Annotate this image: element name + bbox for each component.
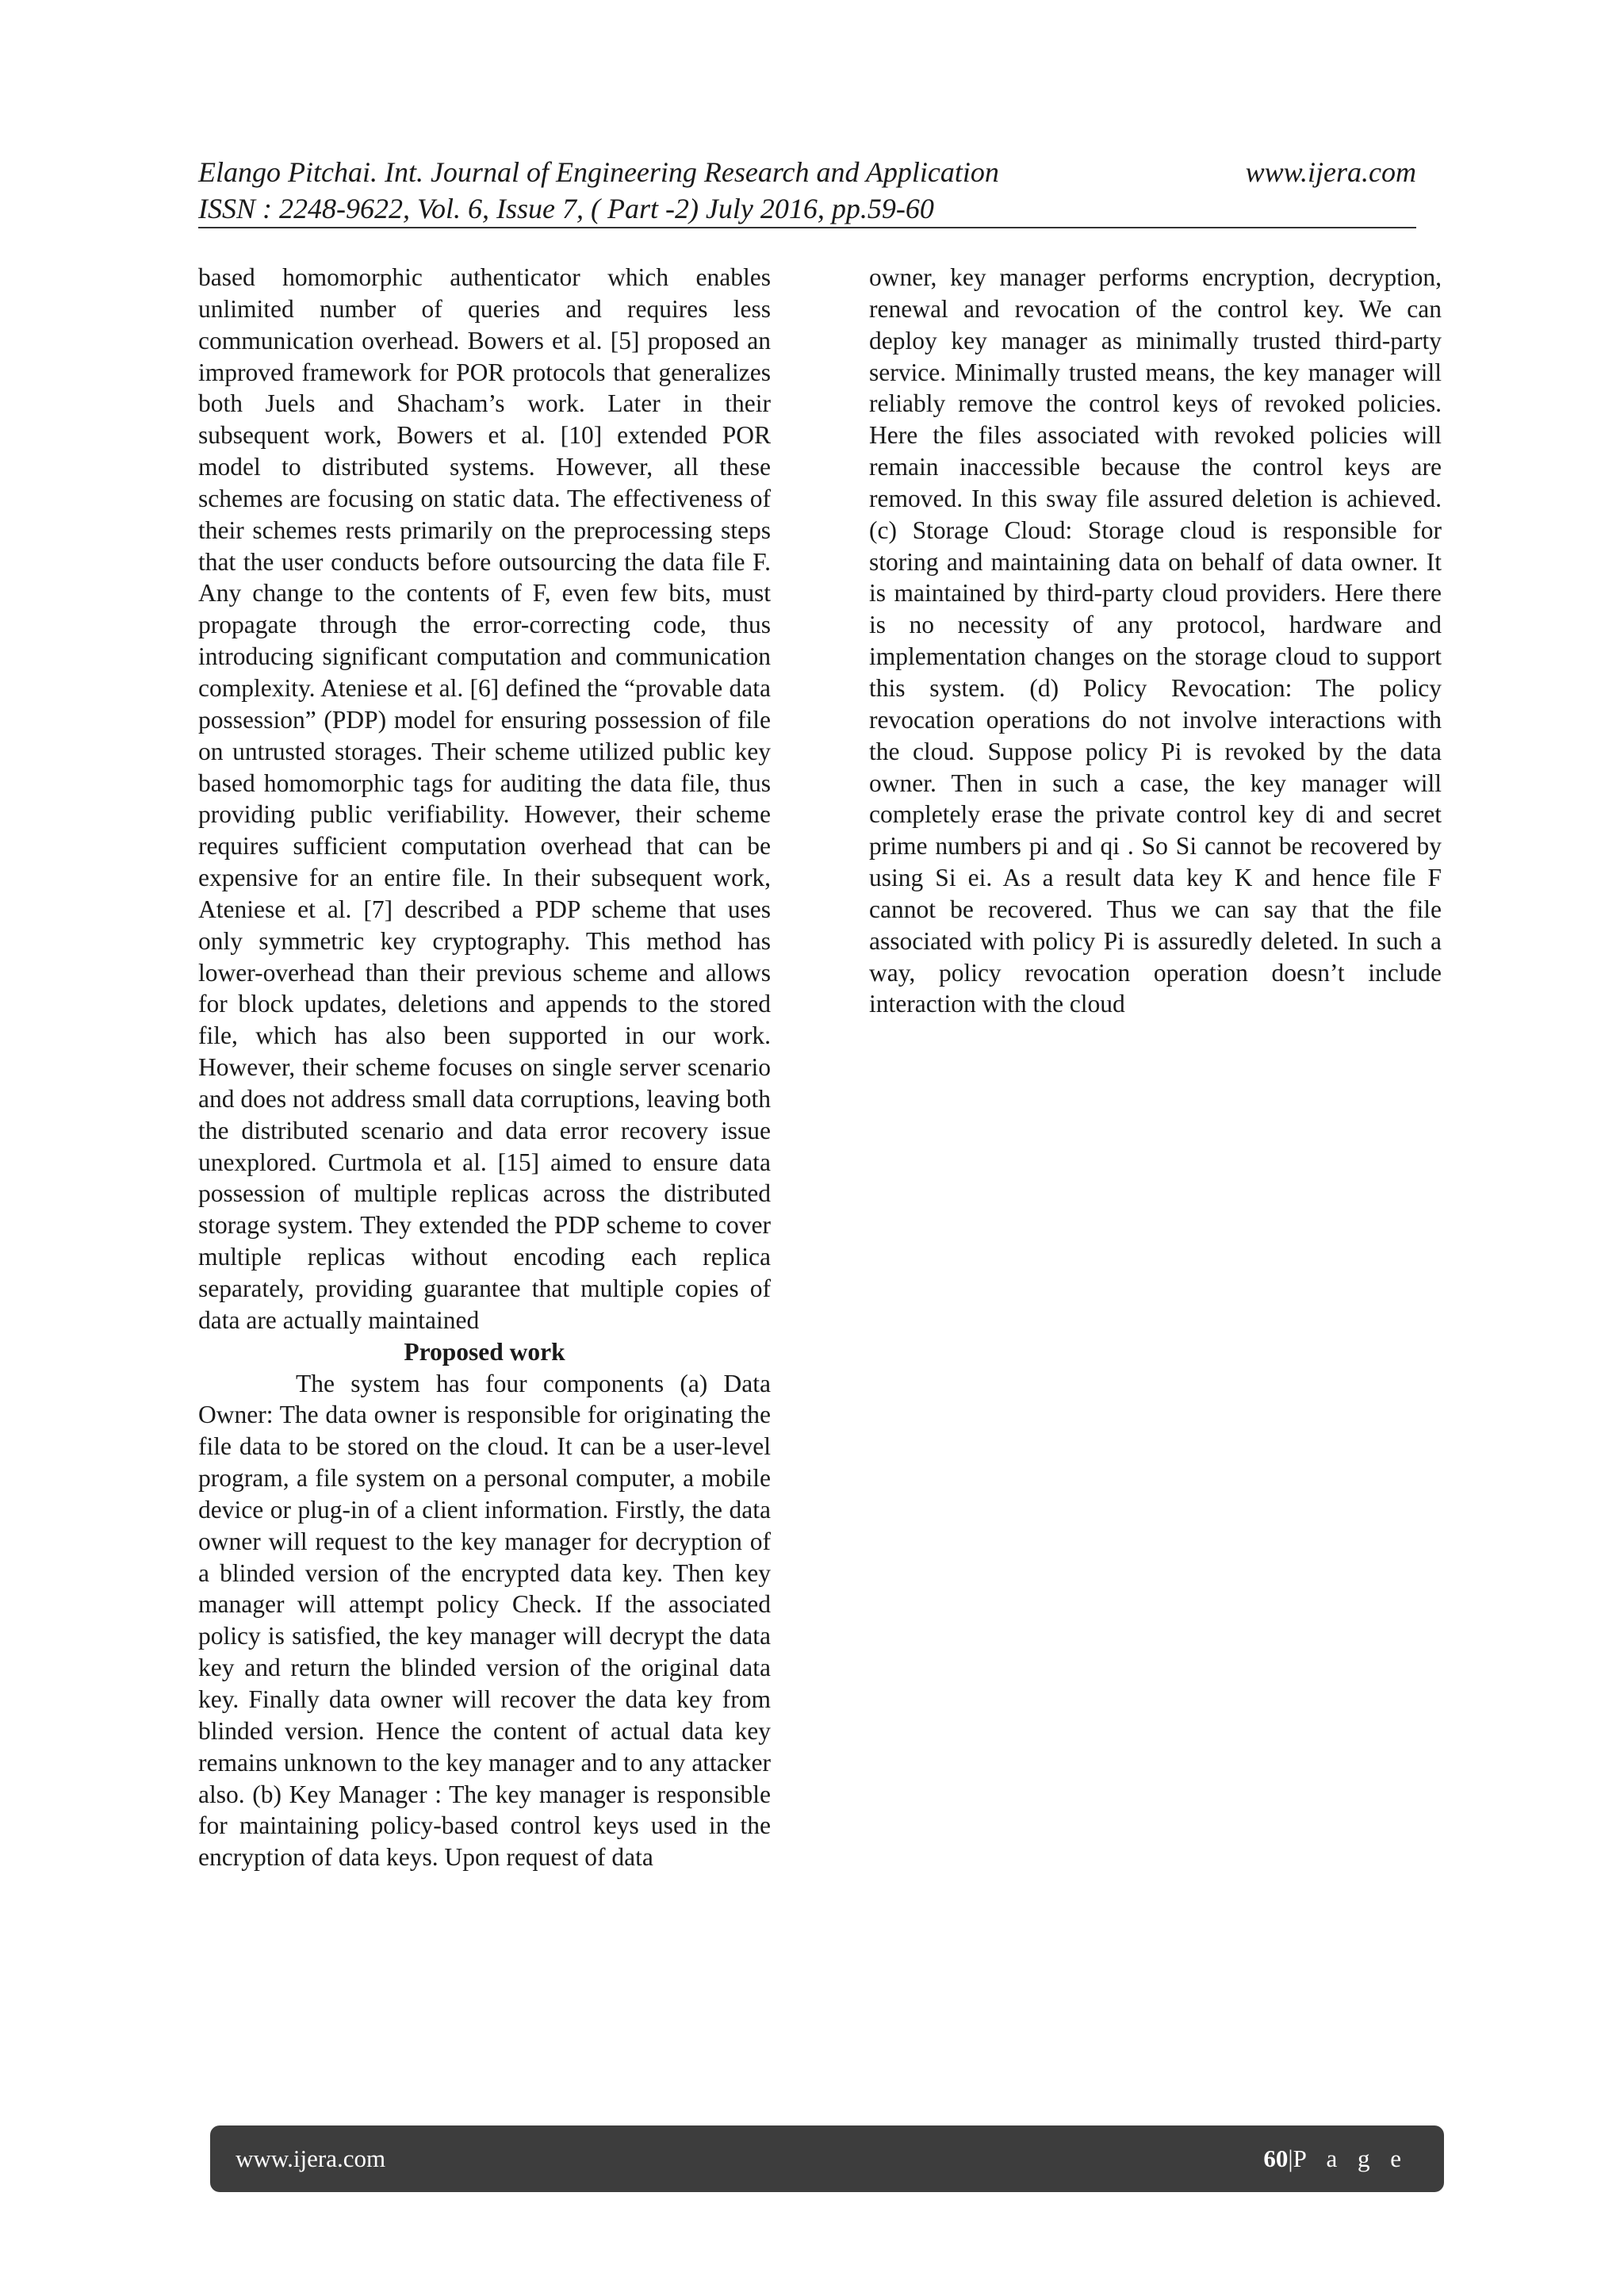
header-first-line	[198, 154, 1416, 190]
footer-website-link[interactable]: www.ijera.com	[236, 2145, 386, 2172]
section-heading-proposed-work: Proposed work	[404, 1337, 565, 1366]
header-website-link[interactable]: www.ijera.com	[1245, 156, 1416, 188]
page-number: 60	[1263, 2145, 1289, 2172]
right-paragraph-components: owner, key manager performs encryption, decryption, renewal and revocation of the control key. We can deploy key manager as minimally trusted third-party service. Minimally trusted means, the key manager will reliably remove the control keys of revoked policies. Here the files associated with revoked policies will remain inaccessible because the control keys are removed. In this sway file assured deletion is achieved. (c) Storage Cloud: Storage cloud is responsible for storing and maintaining data on behalf of data owner. It is maintained by third-party cloud providers. Here there is no necessity of any protocol, hardware and implementation changes on the storage cloud to support this system. (d) Policy Revocation: The policy revocation operations do not involve interactions with the cloud. Suppose policy Pi is revoked by the data owner. Then in such a case, the key manager will completely erase the private control key di and secret prime numbers pi and qi . So Si cannot be recovered by using Si ei. As a result data key K and hence file F cannot be recovered. Thus we can say that the file associated with policy Pi is assuredly deleted. In such a way, policy revocation operation doesn’t include interaction with the cloud	[869, 263, 1442, 1018]
footer-page-indicator	[1263, 2145, 1408, 2173]
page-separator: |	[1288, 2145, 1293, 2172]
page-word: P a g e	[1293, 2145, 1408, 2172]
header-journal-title: Elango Pitchai. Int. Journal of Engineering Research and Application	[198, 156, 999, 188]
page-footer-bar	[210, 2125, 1444, 2192]
header-issn-line: ISSN : 2248-9622, Vol. 6, Issue 7, ( Part -2) July 2016, pp.59-60	[198, 193, 934, 224]
left-column	[198, 262, 771, 1873]
header-divider	[198, 227, 1416, 228]
left-paragraph-proposed-work: The system has four components (a) Data Owner: The data owner is responsible for originating the file data to be stored on the cloud. It can be a user-level program, a file system on a personal computer, a mobile device or plug-in of a client information. Firstly, the data owner will request to the key manager for decryption of a blinded version of the encrypted data key. Then key manager will attempt policy Check. If the associated policy is satisfied, the key manager will decrypt the data key and return the blinded version of the original data key. Finally data owner will recover the data key from blinded version. Hence the content of actual data key remains unknown to the key manager and to any attacker also. (b) Key Manager : The key manager is responsible for maintaining policy-based control keys used in the encryption of data keys. Upon request of data	[198, 1369, 771, 1872]
running-header	[198, 154, 1416, 227]
left-paragraph-related-work: based homomorphic authenticator which enables unlimited number of queries and requires less communication overhead. Bowers et al. [5] proposed an improved framework for POR protocols that generalizes both Juels and Shacham’s work. Later in their subsequent work, Bowers et al. [10] extended POR model to distributed systems. However, all these schemes are focusing on static data. The effectiveness of their schemes rests primarily on the preprocessing steps that the user conducts before outsourcing the data file F. Any change to the contents of F, even few bits, must propagate through the error-correcting code, thus introducing significant computation and communication complexity. Ateniese et al. [6] defined the “provable data possession” (PDP) model for ensuring possession of file on untrusted storages. Their scheme utilized public key based homomorphic tags for auditing the data file, thus providing public verifiability. However, their scheme requires sufficient computation overhead that can be expensive for an entire file. In their subsequent work, Ateniese et al. [7] described a PDP scheme that uses only symmetric key cryptography. This method has lower-overhead than their previous scheme and allows for block updates, deletions and appends to the stored file, which has also been supported in our work. However, their scheme focuses on single server scenario and does not address small data corruptions, leaving both the distributed scenario and data error recovery issue unexplored. Curtmola et al. [15] aimed to ensure data possession of multiple replicas across the distributed storage system. They extended the PDP scheme to cover multiple replicas without encoding each replica separately, providing guarantee that multiple copies of data are actually maintained	[198, 263, 771, 1334]
right-column	[869, 262, 1442, 1020]
